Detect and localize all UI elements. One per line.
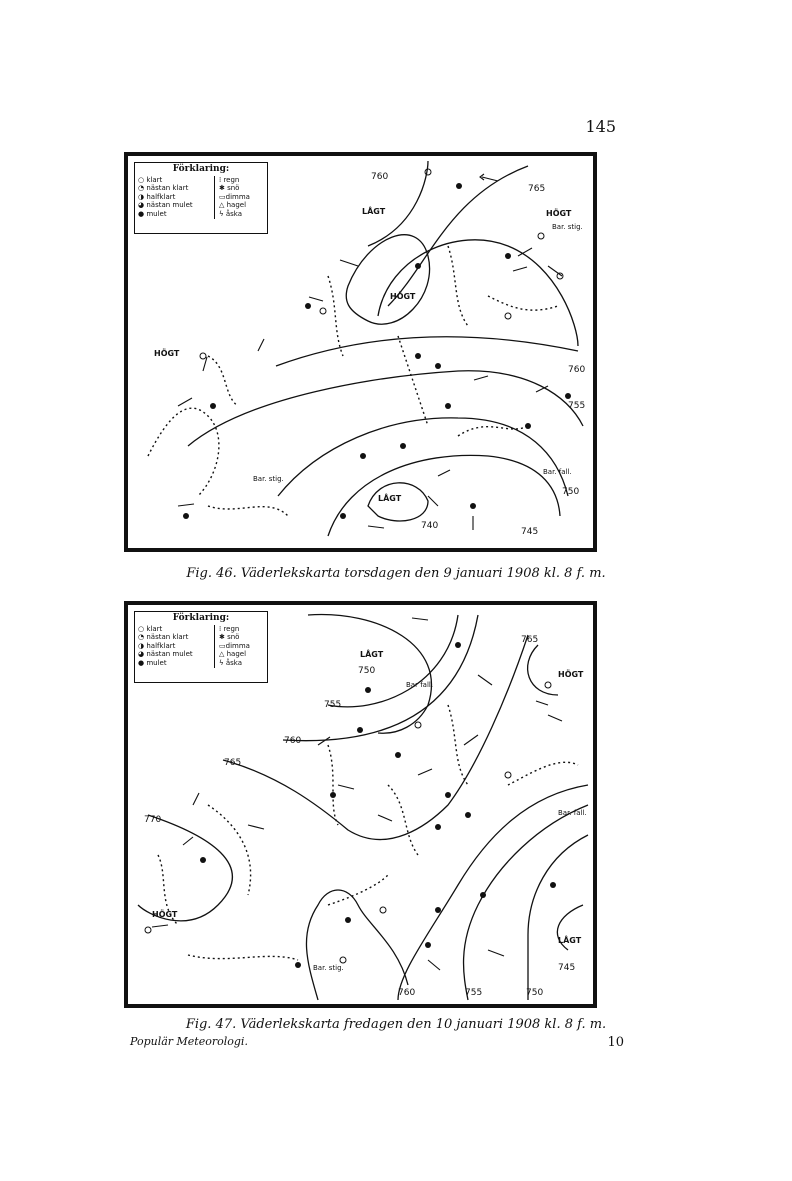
rain-area [208,356,238,406]
isobar-label: 760 [371,172,389,182]
bar-note: Bar. stig. [253,475,284,483]
isobar [528,835,588,1000]
legend-hail: △ hagel [219,650,247,659]
rain-area [388,785,418,855]
figure-caption: Fig. 46. Väderlekskarta torsdagen den 9 januari 1908 kl. 8 f. m. [186,566,606,581]
isobar [306,890,408,1000]
bar-note: Bar. stig. [313,964,344,972]
isobar [346,235,429,325]
isobar-label: 740 [421,521,439,531]
rain-area [328,276,343,356]
page-number: 145 [585,117,616,136]
footer-signature: 10 [607,1035,624,1050]
isobar-label: 765 [521,635,539,645]
low-label: LÅGT [378,494,402,503]
legend-nearly-clear: ◔ nästan klart [138,184,189,193]
high-label: HÖGT [558,670,584,679]
legend-clear: ○ klart [138,175,163,184]
isobar [278,418,568,496]
isobar [138,815,232,921]
high-label: HÖGT [546,209,572,218]
isobar [328,455,560,536]
legend-title: Förklaring: [172,613,230,623]
isobar-label: 750 [358,666,376,676]
isobar [528,645,558,695]
isobar-label: 760 [284,736,302,746]
isobar-label: 745 [558,963,576,973]
legend-fog: ▭dimma [219,641,250,650]
rain-area [208,506,288,516]
legend-cloudy: ● mulet [138,209,167,218]
isobar-label: 750 [562,487,580,497]
isobar-label: 760 [568,365,586,375]
high-label: HÖGT [390,292,416,301]
isobar-label: 770 [144,815,162,825]
rain-area [508,762,578,785]
legend-nearly-clear: ◔ nästan klart [138,633,189,642]
high-label: HÖGT [152,910,178,919]
rain-area [488,296,558,310]
legend-snow: ✱ snö [219,184,240,193]
isobar-label: 760 [398,988,416,998]
legend-hail: △ hagel [219,201,247,210]
weather-map-fig46 [124,152,597,552]
isobar-label: 755 [465,988,483,998]
low-label: LÅGT [558,936,582,945]
rain-area [148,408,219,496]
low-label: LÅGT [360,650,384,659]
legend-half-clear: ◑ halfklart [138,192,176,201]
legend-nearly-cloudy: ◕ nästan mulet [138,201,193,210]
rain-area [398,336,428,426]
legend [134,162,268,234]
legend [134,611,268,683]
isobar-label: 755 [324,700,342,710]
bar-note: Bar. fall. [543,468,572,476]
isobar [188,371,586,446]
legend-fog: ▭dimma [219,192,250,201]
isobar [276,337,578,366]
rain-area [328,745,338,825]
isobar-label: 745 [521,527,539,537]
isobar-label: 755 [568,401,586,411]
legend-snow: ✱ snö [219,633,240,642]
isobar-label: 750 [526,988,544,998]
high-label: HÖGT [154,349,180,358]
figure-caption: Fig. 47. Väderlekskarta fredagen den 10 januari 1908 kl. 8 f. m. [185,1017,607,1032]
legend-half-clear: ◑ halfklart [138,641,176,650]
low-label: LÅGT [362,207,386,216]
isobar-label: 765 [224,758,242,768]
isobar [328,615,458,707]
legend-clear: ○ klart [138,624,163,633]
legend-rain: ⁞ regn [219,624,240,633]
legend-thunder: ϟ åska [219,209,243,218]
rain-area [448,705,468,785]
isobar [283,615,478,741]
bar-note: Bar. stig. [552,223,583,231]
rain-area [448,246,468,326]
isobar [223,635,528,840]
legend-cloudy: ● mulet [138,658,167,667]
weather-map-fig47 [124,601,597,1008]
legend-rain: ⁞ regn [219,175,240,184]
bar-note: Bar fall. [406,681,434,689]
legend-nearly-cloudy: ◕ nästan mulet [138,650,193,659]
bar-note: Bar. fall. [558,809,587,817]
legend-title: Förklaring: [172,164,230,174]
legend-thunder: ϟ åska [219,658,243,667]
rain-area [188,955,298,960]
stations [200,642,556,968]
isobar-label: 765 [528,184,546,194]
rain-area [208,805,251,895]
footer-book-title: Populär Meteorologi. [130,1035,248,1048]
